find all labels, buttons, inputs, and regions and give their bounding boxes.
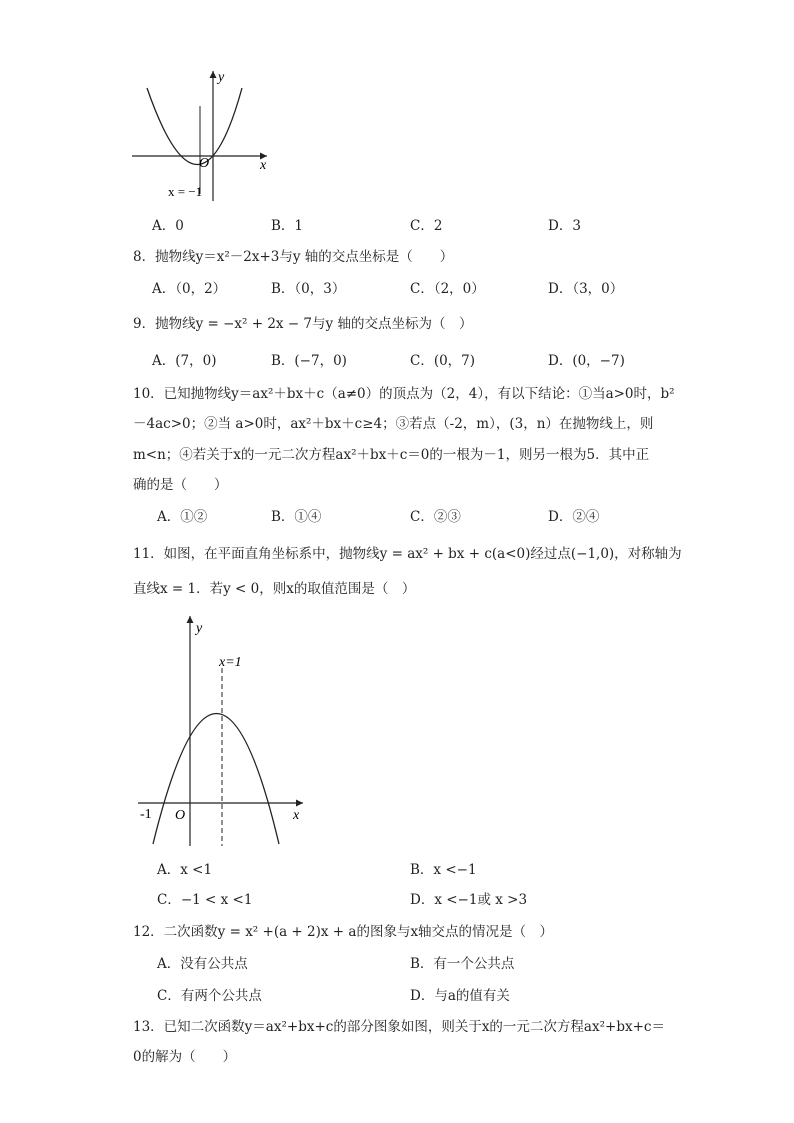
y-axis-label: y xyxy=(196,621,203,636)
left-root-label: -1 xyxy=(140,807,152,822)
parabola-figure-q11 xyxy=(133,608,313,848)
q10-question-line-3: m<n；④若关于x的一元二次方程ax²＋bx＋c＝0的一根为－1，则另一根为5．其中正 xyxy=(133,447,650,463)
q8-option-c[interactable]: C．（2，0） xyxy=(410,281,485,297)
y-axis-label: y xyxy=(218,70,225,85)
q7-option-d[interactable]: D．3 xyxy=(548,218,581,234)
q9-option-c[interactable]: C．(0，7) xyxy=(410,353,476,369)
q9-option-b[interactable]: B．(−7，0) xyxy=(271,353,347,369)
x-axis-label: x xyxy=(293,808,300,823)
x-axis-label: x xyxy=(260,158,267,173)
q13-question-line-2: 0的解为（ ） xyxy=(133,1049,237,1065)
q10-option-c[interactable]: C．②③ xyxy=(410,509,461,525)
parabola-figure-q7 xyxy=(130,66,280,206)
q8-option-a[interactable]: A．（0，2） xyxy=(152,281,227,297)
q12-option-d[interactable]: D．与a的值有关 xyxy=(410,988,510,1004)
parabola-curve xyxy=(147,88,242,165)
origin-label: O xyxy=(175,808,186,823)
q7-option-a[interactable]: A．0 xyxy=(152,218,184,234)
q12-option-a[interactable]: A．没有公共点 xyxy=(157,956,248,972)
q9-option-a[interactable]: A．(7，0) xyxy=(152,353,217,369)
q9-option-d[interactable]: D．(0，−7) xyxy=(548,353,625,369)
q8-option-b[interactable]: B．（0，3） xyxy=(271,281,346,297)
q11-question-line-2: 直线x = 1．若y < 0，则x的取值范围是（ ） xyxy=(133,581,416,597)
q9-question: 9．抛物线y = −x² + 2x − 7与y 轴的交点坐标为（ ） xyxy=(133,316,473,332)
q7-option-b[interactable]: B．1 xyxy=(271,218,304,234)
symmetry-axis-label: x=1 xyxy=(219,655,242,670)
q10-question-line-2: －4ac>0；②当 a>0时，ax²＋bx＋c≥4；③若点（-2，m），(3，n）在抛物线上，则 xyxy=(133,416,654,432)
symmetry-axis-label: x = −1 xyxy=(168,184,203,199)
downward-parabola-curve xyxy=(153,714,279,845)
q12-question: 12．二次函数y = x² +(a + 2)x + a的图象与x轴交点的情况是（ ） xyxy=(133,924,554,940)
q10-question-line-1: 10．已知抛物线y＝ax²＋bx＋c（a≠0）的顶点为（2，4），有以下结论：①当a>0时，b² xyxy=(133,386,675,402)
q8-question: 8．抛物线y＝x²－2x+3与y 轴的交点坐标是（ ） xyxy=(133,249,454,265)
q11-option-a[interactable]: A．x <1 xyxy=(157,862,213,878)
q11-option-b[interactable]: B．x <−1 xyxy=(410,862,477,878)
q10-option-b[interactable]: B．①④ xyxy=(271,509,322,525)
q11-option-c[interactable]: C．−1 < x <1 xyxy=(157,892,253,908)
q10-question-line-4: 确的是（ ） xyxy=(133,477,228,493)
q10-option-a[interactable]: A．①② xyxy=(157,509,208,525)
q13-question-line-1: 13．已知二次函数y＝ax²+bx+c的部分图象如图，则关于x的一元二次方程ax²+bx+c＝ xyxy=(133,1019,665,1035)
q7-option-c[interactable]: C．2 xyxy=(410,218,443,234)
origin-label: O xyxy=(199,156,210,171)
q11-option-d[interactable]: D．x <−1或 x >3 xyxy=(410,892,528,908)
q8-option-d[interactable]: D．（3，0） xyxy=(548,281,624,297)
q10-option-d[interactable]: D．②④ xyxy=(548,509,600,525)
q12-option-b[interactable]: B．有一个公共点 xyxy=(410,956,515,972)
q11-question-line-1: 11．如图，在平面直角坐标系中，抛物线y = ax² + bx + c(a<0)经过点(−1,0)，对称轴为 xyxy=(133,546,682,562)
q12-option-c[interactable]: C．有两个公共点 xyxy=(157,988,262,1004)
